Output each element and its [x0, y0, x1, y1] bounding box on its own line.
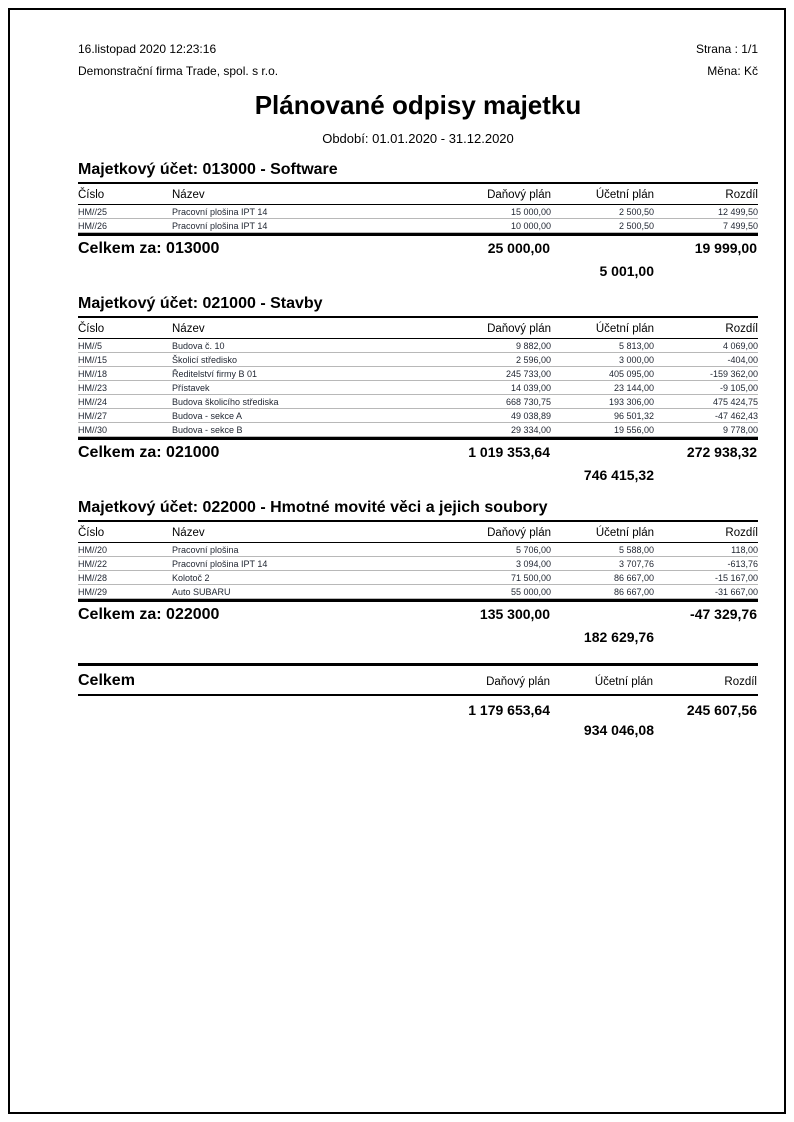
cell-danovy: 55 000,00: [510, 587, 551, 597]
cell-danovy: 71 500,00: [510, 573, 551, 583]
column-header-danovy: Daňový plán: [487, 189, 551, 201]
cell-ucetni: 3 707,76: [618, 559, 654, 569]
cell-cislo: HM//5: [78, 341, 103, 351]
section-total-danovy: 1 019 353,64: [468, 444, 550, 460]
column-header-cislo: Číslo: [78, 323, 105, 335]
grand-total-ucetni: 934 046,08: [583, 722, 654, 738]
cell-ucetni: 2 500,50: [618, 207, 654, 217]
section-rows: [78, 339, 758, 437]
section-title: Majetkový účet: 022000 - Hmotné movité věci a jejich soubory: [78, 498, 758, 522]
cell-ucetni: 5 813,00: [618, 341, 654, 351]
grand-total-section: [78, 663, 758, 739]
column-header-cislo: Číslo: [78, 527, 105, 539]
account-section: [78, 498, 758, 646]
table-column-headers: [78, 522, 758, 543]
table-row: [78, 353, 758, 367]
cell-cislo: HM//26: [78, 221, 108, 231]
section-total-danovy: 25 000,00: [487, 240, 550, 256]
column-header-nazev: Název: [172, 189, 205, 201]
column-header-ucetni: Účetní plán: [595, 189, 654, 201]
cell-nazev: Budova - sekce A: [172, 411, 243, 421]
table-row: [78, 585, 758, 599]
cell-ucetni: 193 306,00: [608, 397, 654, 407]
cell-cislo: HM//24: [78, 397, 108, 407]
grand-total-label: Celkem: [78, 672, 135, 689]
column-header-danovy: Daňový plán: [487, 527, 551, 539]
column-header-nazev: Název: [172, 527, 205, 539]
cell-nazev: Přístavek: [172, 383, 210, 393]
section-total-label: Celkem za: 021000: [78, 444, 220, 461]
cell-ucetni: 96 501,32: [613, 411, 654, 421]
column-header-rozdil: Rozdíl: [725, 323, 758, 335]
cell-nazev: Pracovní plošina IPT 14: [172, 207, 268, 217]
column-header-rozdil: Rozdíl: [725, 527, 758, 539]
table-row: [78, 367, 758, 381]
report-title: Plánované odpisy majetku: [254, 90, 582, 120]
cell-ucetni: 19 556,00: [613, 425, 654, 435]
section-title: Majetkový účet: 021000 - Stavby: [78, 294, 758, 318]
cell-rozdil: -31 667,00: [714, 587, 758, 597]
cell-danovy: 2 596,00: [515, 355, 551, 365]
page-content: [10, 10, 784, 1112]
table-column-headers: [78, 184, 758, 205]
cell-ucetni: 405 095,00: [608, 369, 654, 379]
cell-nazev: Školicí středisko: [172, 355, 238, 365]
table-row: [78, 409, 758, 423]
cell-rozdil: -15 167,00: [714, 573, 758, 583]
column-header-danovy: Daňový plán: [487, 323, 551, 335]
section-rows: [78, 543, 758, 599]
table-row: [78, 381, 758, 395]
cell-danovy: 5 706,00: [515, 545, 551, 555]
cell-rozdil: 475 424,75: [712, 397, 758, 407]
section-rows: [78, 205, 758, 233]
grand-total-amounts: [78, 696, 758, 718]
cell-cislo: HM//27: [78, 411, 108, 421]
sections: [78, 160, 758, 646]
cell-danovy: 245 733,00: [505, 369, 551, 379]
cell-cislo: HM//22: [78, 559, 108, 569]
cell-nazev: Budova - sekce B: [172, 425, 243, 435]
page-header: [78, 38, 758, 82]
table-row: [78, 219, 758, 233]
column-header-nazev: Název: [172, 323, 205, 335]
cell-nazev: Kolotoč 2: [172, 573, 210, 583]
section-total-rozdil: 272 938,32: [686, 444, 757, 460]
table-row: [78, 423, 758, 437]
table-row: [78, 395, 758, 409]
cell-ucetni: 86 667,00: [613, 587, 654, 597]
cell-cislo: HM//15: [78, 355, 108, 365]
table-row: [78, 557, 758, 571]
cell-danovy: 3 094,00: [515, 559, 551, 569]
cell-danovy: 10 000,00: [510, 221, 551, 231]
cell-rozdil: -9 105,00: [719, 383, 758, 393]
section-total-rozdil: 19 999,00: [694, 240, 757, 256]
section-total-row: [78, 599, 758, 625]
cell-cislo: HM//20: [78, 545, 108, 555]
column-header-cislo: Číslo: [78, 189, 105, 201]
cell-nazev: Budova č. 10: [172, 341, 225, 351]
cell-cislo: HM//30: [78, 425, 108, 435]
cell-ucetni: 86 667,00: [613, 573, 654, 583]
page-header-left: [78, 38, 278, 82]
column-header-ucetni: Účetní plán: [595, 323, 654, 335]
section-total-ucetni-row: [78, 625, 758, 646]
section-title: Majetkový účet: 013000 - Software: [78, 160, 758, 184]
cell-nazev: Pracovní plošina: [172, 545, 239, 555]
report-datetime: 16.listopad 2020 12:23:16: [78, 42, 217, 56]
cell-ucetni: 3 000,00: [618, 355, 654, 365]
cell-cislo: HM//18: [78, 369, 108, 379]
column-header-ucetni: Účetní plán: [594, 676, 653, 688]
column-header-rozdil: Rozdíl: [724, 676, 757, 688]
table-row: [78, 205, 758, 219]
cell-rozdil: -47 462,43: [714, 411, 758, 421]
cell-danovy: 15 000,00: [510, 207, 551, 217]
grand-total-rozdil: 245 607,56: [686, 702, 757, 718]
currency-label: Měna: Kč: [707, 64, 758, 78]
cell-ucetni: 5 588,00: [618, 545, 654, 555]
section-total-ucetni-row: [78, 259, 758, 280]
cell-rozdil: 118,00: [731, 545, 758, 555]
column-header-rozdil: Rozdíl: [725, 189, 758, 201]
account-section: [78, 294, 758, 484]
cell-nazev: Ředitelství firmy B 01: [172, 369, 258, 379]
section-total-row: [78, 437, 758, 463]
cell-danovy: 668 730,75: [505, 397, 551, 407]
page-number: Strana : 1/1: [695, 42, 758, 56]
cell-nazev: Budova školicího střediska: [172, 397, 279, 407]
table-row: [78, 339, 758, 353]
cell-rozdil: -159 362,00: [709, 369, 758, 379]
cell-danovy: 29 334,00: [510, 425, 551, 435]
section-total-ucetni: 182 629,76: [583, 629, 654, 645]
cell-ucetni: 23 144,00: [613, 383, 654, 393]
grand-total-ucetni-row: [78, 718, 758, 739]
table-column-headers: [78, 318, 758, 339]
cell-danovy: 14 039,00: [510, 383, 551, 393]
cell-rozdil: -613,76: [727, 559, 758, 569]
page-border: [8, 8, 786, 1114]
cell-cislo: HM//29: [78, 587, 108, 597]
cell-rozdil: 4 069,00: [722, 341, 758, 351]
account-section: [78, 160, 758, 280]
section-total-danovy: 135 300,00: [479, 606, 550, 622]
cell-rozdil: 9 778,00: [722, 425, 758, 435]
grand-total-danovy: 1 179 653,64: [468, 702, 550, 718]
section-total-ucetni-row: [78, 463, 758, 484]
cell-nazev: Auto SUBARU: [172, 587, 231, 597]
page-header-right: [696, 38, 758, 82]
section-total-rozdil: -47 329,76: [690, 606, 757, 622]
section-total-label: Celkem za: 022000: [78, 606, 220, 623]
cell-cislo: HM//23: [78, 383, 108, 393]
cell-rozdil: 12 499,50: [717, 207, 758, 217]
section-total-row: [78, 233, 758, 259]
grand-total-header: [78, 666, 758, 696]
cell-cislo: HM//28: [78, 573, 108, 583]
column-header-ucetni: Účetní plán: [595, 527, 654, 539]
cell-cislo: HM//25: [78, 207, 108, 217]
table-row: [78, 543, 758, 557]
section-total-ucetni: 5 001,00: [599, 263, 654, 279]
section-total-label: Celkem za: 013000: [78, 240, 220, 257]
cell-danovy: 49 038,89: [510, 411, 551, 421]
column-header-danovy: Daňový plán: [486, 676, 550, 688]
section-total-ucetni: 746 415,32: [583, 467, 654, 483]
company-name: Demonstrační firma Trade, spol. s r.o.: [78, 64, 279, 78]
report-period: Období: 01.01.2020 - 31.12.2020: [322, 131, 514, 146]
cell-nazev: Pracovní plošina IPT 14: [172, 559, 268, 569]
cell-rozdil: 7 499,50: [722, 221, 758, 231]
cell-nazev: Pracovní plošina IPT 14: [172, 221, 268, 231]
cell-danovy: 9 882,00: [515, 341, 551, 351]
table-row: [78, 571, 758, 585]
cell-rozdil: -404,00: [727, 355, 758, 365]
cell-ucetni: 2 500,50: [618, 221, 654, 231]
